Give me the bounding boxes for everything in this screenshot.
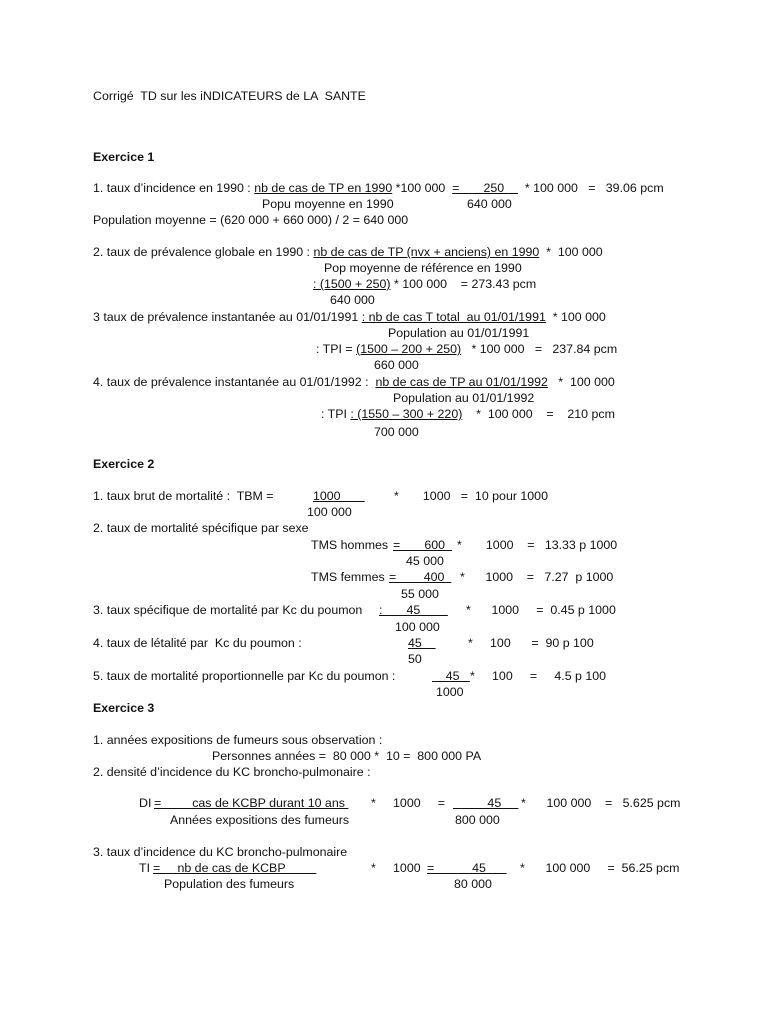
ex1-line4-calc-prefix: : TPI <box>321 407 351 421</box>
ex2-line3-result: * 1000 = 0.45 p 1000 <box>466 603 616 617</box>
ex1-line1-prefix: 1. taux d’incidence en 1990 : <box>93 181 255 195</box>
ex1-line3-calc <box>316 342 617 357</box>
ex3-line3-prefix: 3. taux d’incidence du KC broncho-pulmonaire <box>93 845 348 859</box>
ex2-line4-numerator: 45 <box>408 636 436 650</box>
ex1-line1-mid: *100 000 <box>392 181 453 195</box>
ex3-ti-numerator2: = 45 <box>427 861 507 875</box>
ex3-di-numerator: = cas de KCBP durant 10 ans <box>154 796 349 810</box>
ex1-line4-calc-numerator: : (1550 – 300 + 220) <box>350 407 463 421</box>
ex2-women-denominator: 55 000 <box>401 587 439 601</box>
ex1-population: Population moyenne = (620 000 + 660 000) / 2 = 640 000 <box>93 213 409 227</box>
ex2-line3-prefix: 3. taux spécifique de mortalité par Kc du poumon <box>93 603 366 617</box>
ex3-di-denominator: Années expositions des fumeurs <box>170 813 350 827</box>
ex1-line3-calc-result: * 100 000 = 237.84 pcm <box>461 342 618 356</box>
ex1-line3 <box>93 310 606 325</box>
ex1-line2 <box>93 245 603 260</box>
ex2-men-label: TMS hommes <box>311 538 392 552</box>
ex3-line2-prefix: 2. densité d’incidence du KC broncho-pulmonaire : <box>93 765 371 779</box>
ex2-line4-denominator: 50 <box>408 652 422 666</box>
ex2-line3-numerator: : 45 <box>379 603 448 617</box>
ex1-line1 <box>93 181 664 196</box>
ex1-line2-calc-denominator: 640 000 <box>330 293 375 307</box>
ex1-line4 <box>93 375 615 390</box>
ex1-line2-calc-result: * 100 000 = 273.43 pcm <box>390 277 537 291</box>
ex2-line5-prefix: 5. taux de mortalité proportionnelle par Kc du poumon : <box>93 669 396 683</box>
ex1-line2-result: * 100 000 <box>539 245 603 259</box>
ex1-line3-prefix: 3 taux de prévalence instantanée au 01/01/1991 <box>93 310 362 324</box>
ex2-women-label: TMS femmes <box>311 570 389 584</box>
ex2-line1-numerator: 1000 <box>313 489 365 503</box>
ex1-line2-prefix: 2. taux de prévalence globale en 1990 : <box>93 245 314 259</box>
ex2-line1-prefix: 1. taux brut de mortalité : TBM = <box>93 489 274 503</box>
ex2-line4-prefix: 4. taux de létalité par Kc du poumon : <box>93 636 302 650</box>
ex1-line3-calc-denominator: 660 000 <box>374 358 419 372</box>
ex2-line3-denominator: 100 000 <box>395 620 440 634</box>
ex2-line5-denominator: 1000 <box>436 685 464 699</box>
ex1-line3-calc-prefix: : TPI = <box>316 342 357 356</box>
ex1-line2-denominator: Pop moyenne de référence en 1990 <box>324 261 522 275</box>
ex3-line1-prefix: 1. années expositions de fumeurs sous observation : <box>93 733 383 747</box>
ex1-line1-result: * 100 000 = 39.06 pcm <box>517 181 664 195</box>
ex2-line2-prefix: 2. taux de mortalité spécifique par sexe <box>93 521 309 535</box>
ex2-men-result: * 1000 = 13.33 p 1000 <box>457 538 618 552</box>
ex2-women-result: * 1000 = 7.27 p 1000 <box>460 570 614 584</box>
ex1-line1-numerator: nb de cas de TP en 1990 <box>254 181 393 195</box>
ex1-line3-result: * 100 000 <box>545 310 606 324</box>
ex2-men-numerator: = 600 <box>393 538 452 552</box>
ex3-ti-mult: * 1000 <box>371 861 435 875</box>
ex1-line4-denominator: Population au 01/01/1992 <box>393 391 535 405</box>
ex3-di-numerator2: 45 <box>453 796 519 810</box>
ex3-di-mult: * 1000 = <box>371 796 446 810</box>
ex1-line4-calc-denominator: 700 000 <box>374 425 419 439</box>
ex3-ti-numerator: = nb de cas de KCBP <box>153 861 317 875</box>
ex3-di-label: DI <box>139 796 155 810</box>
ex1-line4-calc-result: * 100 000 = 210 pcm <box>462 407 615 421</box>
ex3-line1-calc: Personnes années = 80 000 * 10 = 800 000 PA <box>212 749 482 763</box>
exercise-3-heading: Exercice 3 <box>93 701 155 715</box>
exercise-1-heading: Exercice 1 <box>93 150 155 164</box>
ex1-line2-calc <box>313 277 536 292</box>
page-title: Corrigé TD sur les iNDICATEURS de LA SANTE <box>93 89 366 103</box>
ex1-line4-prefix: 4. taux de prévalence instantanée au 01/01/1992 : <box>93 375 376 389</box>
ex1-line4-numerator: nb de cas de TP au 01/01/1992 <box>375 375 548 389</box>
ex3-ti-result: * 100 000 = 56.25 pcm <box>520 861 680 875</box>
ex2-women-numerator: = 400 <box>389 570 452 584</box>
ex1-line1-denominator2: 640 000 <box>467 197 512 211</box>
ex2-line4-result: * 100 = 90 p 100 <box>468 636 594 650</box>
ex2-men-denominator: 45 000 <box>406 554 444 568</box>
ex2-line5-result: * 100 = 4.5 p 100 <box>470 669 607 683</box>
ex1-line2-numerator: nb de cas de TP (nvx + anciens) en 1990 <box>313 245 540 259</box>
exercise-2-heading: Exercice 2 <box>93 457 155 471</box>
ex1-line3-numerator: : nb de cas T total au 01/01/1991 <box>361 310 546 324</box>
ex1-line3-denominator: Population au 01/01/1991 <box>388 326 530 340</box>
ex3-ti-label: TI <box>139 861 154 875</box>
ex3-di-denominator2: 800 000 <box>455 813 500 827</box>
ex3-di-result: * 100 000 = 5.625 pcm <box>521 796 681 810</box>
ex1-line1-denominator: Popu moyenne en 1990 <box>262 197 394 211</box>
ex1-line2-calc-numerator: : (1500 + 250) <box>313 277 391 291</box>
ex3-ti-denominator: Population des fumeurs <box>164 877 295 891</box>
ex1-line3-calc-numerator: (1500 – 200 + 250) <box>356 342 462 356</box>
ex1-line4-calc <box>321 407 615 422</box>
ex1-line4-result: * 100 000 <box>547 375 615 389</box>
ex2-line5-numerator: 45 <box>432 669 470 683</box>
ex2-line1-denominator: 100 000 <box>307 505 352 519</box>
ex3-ti-denominator2: 80 000 <box>454 877 492 891</box>
ex1-line1-eq: = 250 <box>452 181 518 195</box>
ex2-line1-result: * 1000 = 10 pour 1000 <box>394 489 548 503</box>
